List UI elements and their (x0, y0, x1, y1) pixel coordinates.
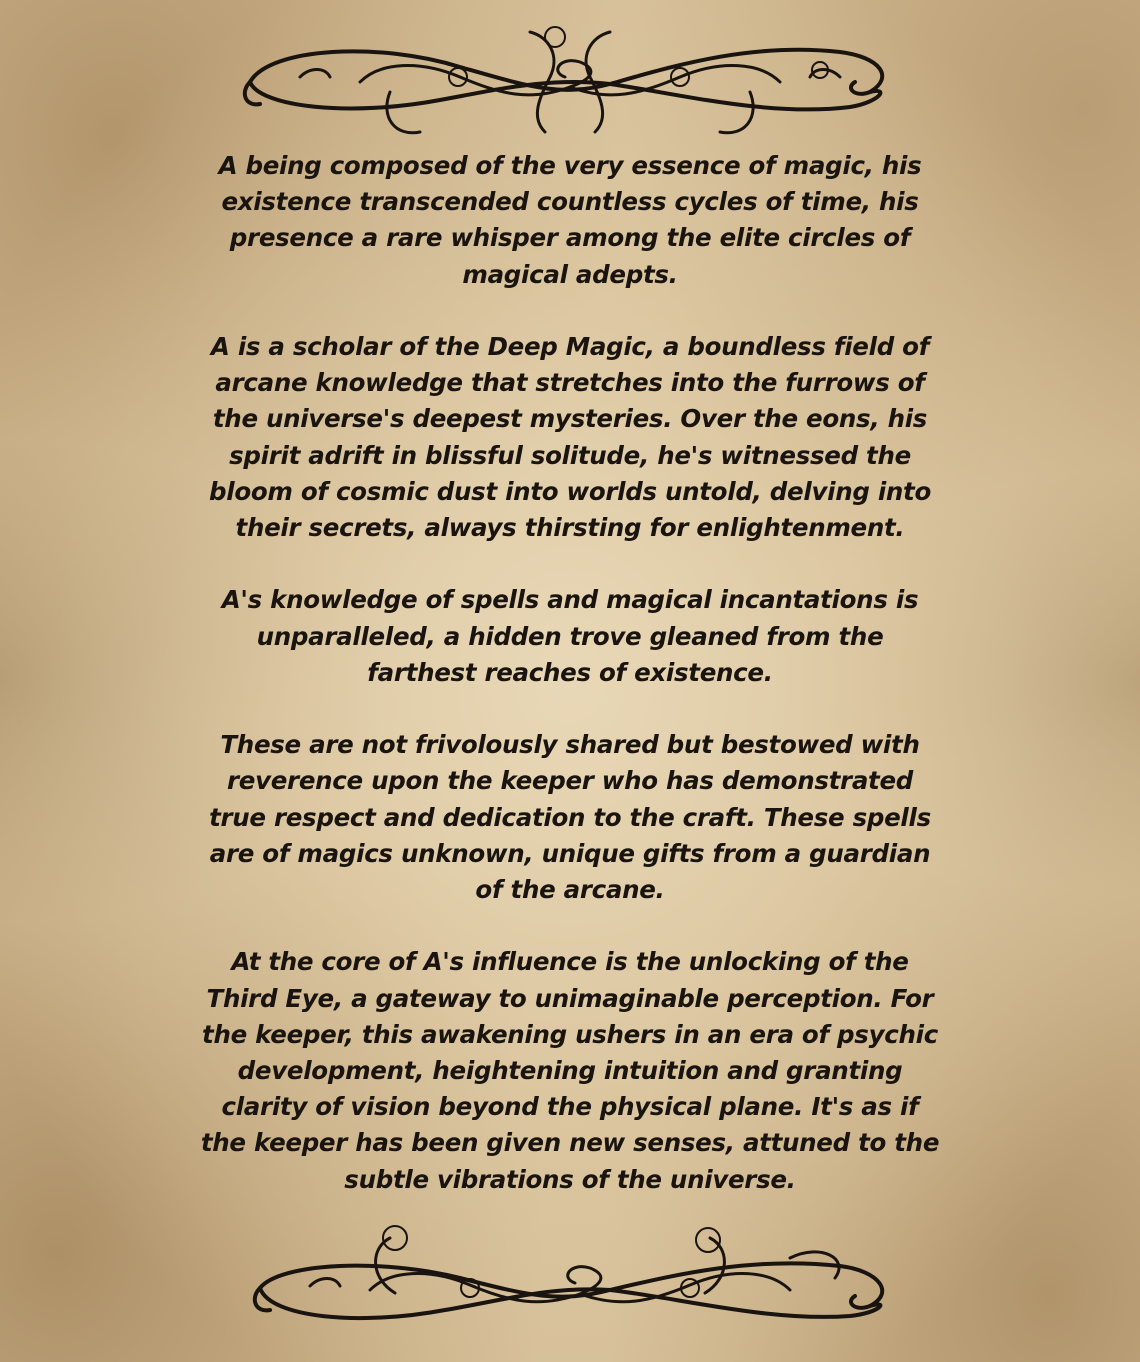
bottom-scroll-flourish-icon (230, 1218, 910, 1348)
text-line: of the arcane. (475, 875, 665, 905)
paragraph-5 (150, 944, 990, 1197)
text-line: are of magics unknown, unique gifts from a guardian (209, 838, 931, 868)
text-line: spirit adrift in blissful solitude, he's witnessed the (229, 440, 911, 470)
text-line: unparalleled, a hidden trove gleaned from the (256, 621, 884, 651)
text-line: bloom of cosmic dust into worlds untold, delving into (208, 476, 932, 506)
text-line: the keeper, this awakening ushers in an era of psychic (202, 1019, 938, 1049)
paragraph-4 (150, 727, 990, 908)
paragraph-2 (150, 329, 990, 546)
paragraph-3 (150, 582, 990, 691)
text-line: subtle vibrations of the universe. (344, 1164, 796, 1194)
text-line: Third Eye, a gateway to unimaginable perception. For (206, 983, 934, 1013)
text-line: existence transcended countless cycles of time, his (221, 187, 919, 217)
top-scroll-flourish-icon (230, 22, 910, 152)
text-line: A is a scholar of the Deep Magic, a boundless field of (210, 332, 930, 361)
text-line: These are not frivolously shared but bestowed with (220, 730, 920, 760)
text-line: arcane knowledge that stretches into the furrows of (215, 368, 925, 398)
text-line: the keeper has been given new senses, attuned to the (200, 1128, 940, 1158)
text-line: true respect and dedication to the craft. These spells (209, 802, 931, 832)
paragraph-1 (150, 148, 990, 293)
text-line: reverence upon the keeper who has demonstrated (226, 766, 914, 796)
text-line: magical adepts. (462, 259, 678, 289)
text-line: presence a rare whisper among the elite circles of (229, 223, 911, 253)
text-line: A's knowledge of spells and magical incantations is (221, 585, 919, 615)
text-line: clarity of vision beyond the physical plane. It's as if (221, 1092, 919, 1122)
text-line: their secrets, always thirsting for enlightenment. (235, 513, 905, 543)
text-line: A being composed of the very essence of magic, his (218, 151, 922, 180)
lore-text (150, 148, 990, 1198)
text-line: At the core of A's influence is the unlocking of the (231, 947, 909, 977)
text-line: farthest reaches of existence. (367, 657, 773, 687)
text-line: the universe's deepest mysteries. Over the eons, his (212, 404, 928, 434)
text-line: development, heightening intuition and granting (237, 1056, 903, 1086)
